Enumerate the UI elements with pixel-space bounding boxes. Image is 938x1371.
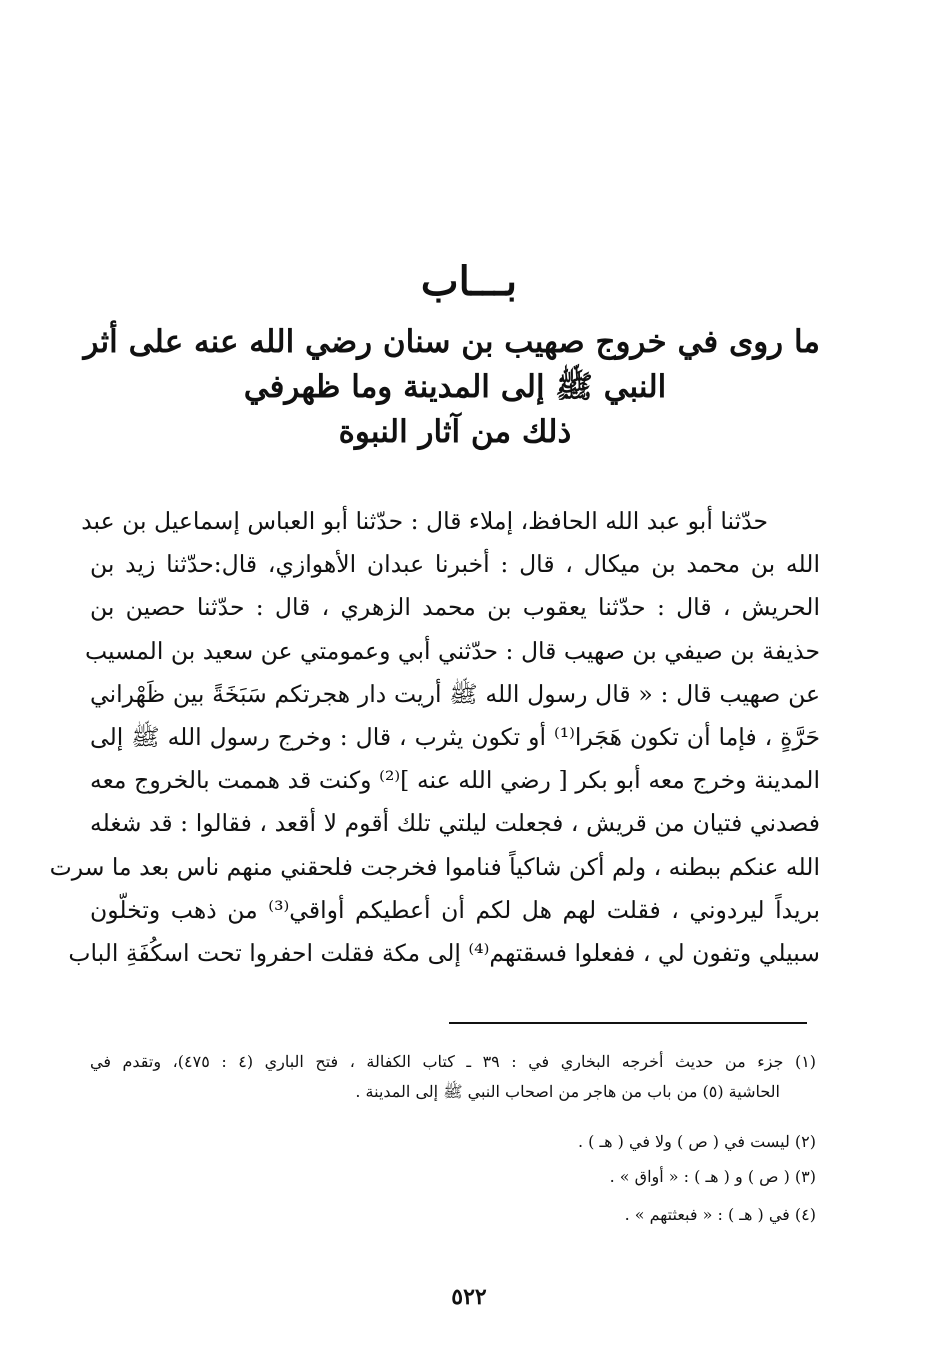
body-line: حدّثنا أبو عبد الله الحافظ، إملاء قال : حدّثنا أبو العباس إسماعيل بن عبد: [81, 507, 768, 535]
footnote-line: (٢) ليست في ( ص ) ولا في ( هـ ) .: [577, 1132, 816, 1151]
footnote-line: الحاشية (٥) من باب من هاجر من اصحاب النبي ﷺ إلى المدينة .: [355, 1082, 780, 1101]
body-line: عن صهيب قال : « قال رسول الله ﷺ أريت دار هجرتكم سَبَخَةً بين ظَهْراني: [90, 679, 820, 708]
footnote-3: [90, 1162, 816, 1192]
body-line: المدينة وخرج معه أبو بكر [ رضي الله عنه ]⁽²⁾ وكنت قد هممت بالخروج معه: [90, 766, 820, 795]
chapter-title-line: النبي ﷺ إلى المدينة وما ظهرفي: [243, 369, 667, 405]
footnote-line: (٤) في ( هـ ) : « فبعثتهم » .: [624, 1205, 816, 1224]
body-line: الحريش ، قال : حدّثنا يعقوب بن محمد الزهري ، قال : حدّثنا حصين بن: [90, 593, 820, 622]
body-line: سبيلي وتفون لي ، ففعلوا فسقتهم⁽⁴⁾ إلى مكة فقلت احفروا تحت اسكُفَةِ الباب: [68, 939, 820, 968]
body-line: حَرَّةٍ ، فإما أن تكون هَجَرا⁽¹⁾ أو تكون يثرب ، قال : وخرج رسول الله ﷺ إلى: [90, 723, 820, 752]
footnote-2: [90, 1127, 816, 1157]
body-line: بريداً ليردوني ، فقلت لهم هل لكم أن أعطيكم أواقي⁽³⁾ من ذهب وتخلّون: [90, 895, 820, 924]
chapter-heading: بـــاب: [420, 258, 518, 305]
body-line: الله بن محمد بن ميكال ، قال : أخبرنا عبدان الأهوازي، قال:حدّثنا زيد بن: [90, 550, 820, 579]
footnote-line: (٣) ( ص ) و ( هـ ) : « أواق » .: [609, 1167, 816, 1186]
chapter-title-line: ذلك من آثار النبوة: [338, 414, 572, 450]
footnote-1: [90, 1047, 816, 1107]
page-number: ٥٢٢: [451, 1284, 487, 1310]
body-line: حذيفة بن صيفي بن صهيب قال : حدّثني أبي وعمومتي عن سعيد بن المسيب: [84, 636, 820, 665]
body-line: الله عنكم ببطنه ، ولم أكن شاكياً فناموا فخرجت فلحقني منهم ناس بعد ما سرت: [49, 852, 820, 881]
footnote-line: (١) جزء من حديث أخرجه البخاري في : ٣٩ ـ كتاب الكفالة ، فتح الباري (٤ : ٤٧٥)، وتقدم في: [90, 1052, 817, 1071]
chapter-title-line: ما روى في خروج صهيب بن سنان رضي الله عنه على أثر: [83, 324, 820, 360]
chapter-title: [83, 320, 820, 455]
footnote-separator: [449, 1022, 807, 1024]
body-line: فصدني فتيان من قريش ، فجعلت ليلتي تلك أقوم لا أقعد ، فقالوا : قد شغله: [90, 809, 820, 838]
footnote-4: [90, 1200, 816, 1230]
body-paragraph: [49, 500, 820, 975]
